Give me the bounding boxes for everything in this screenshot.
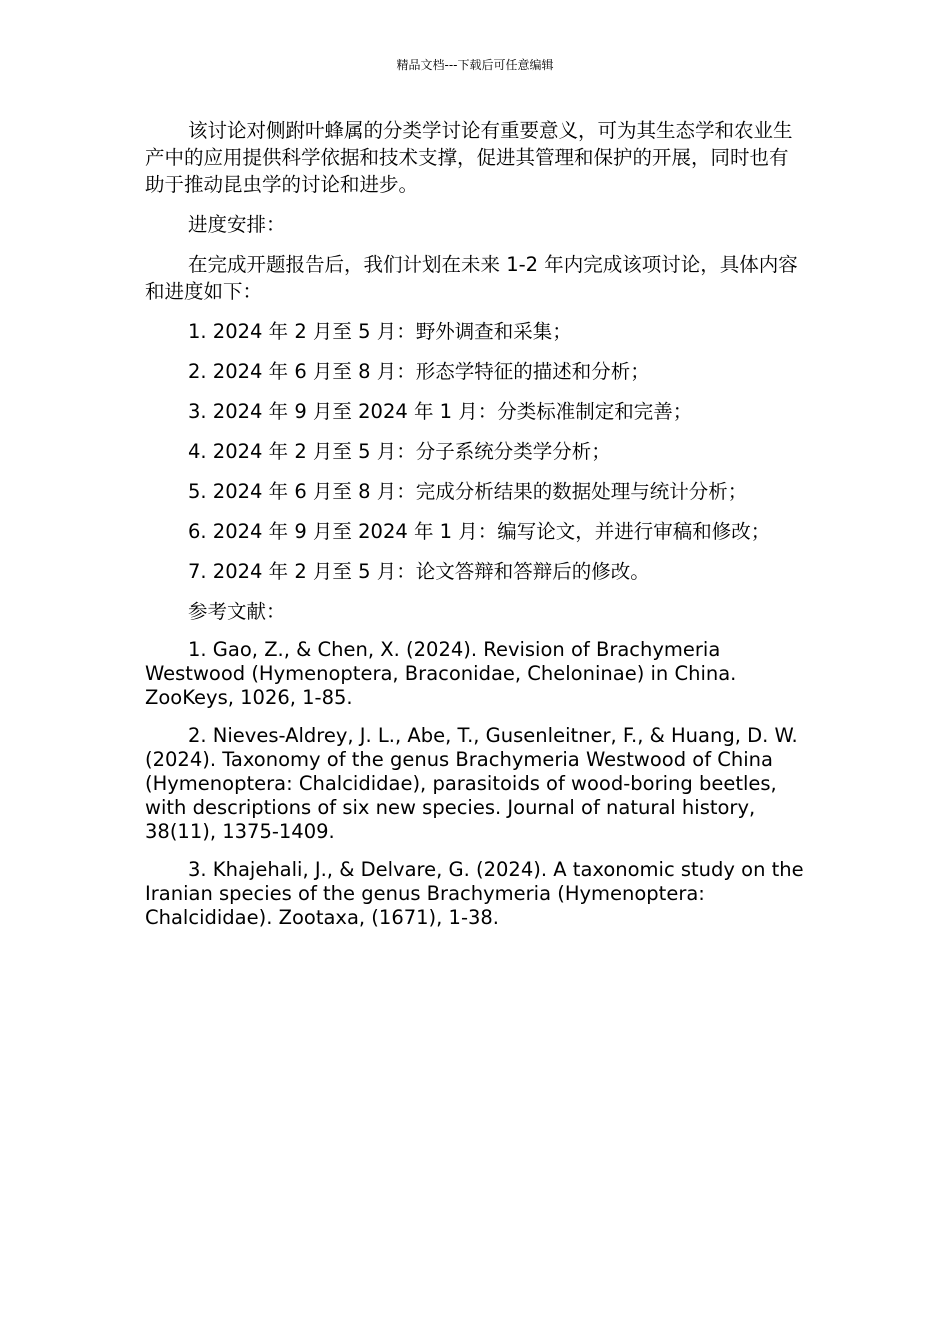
page-header: 精品文档---下载后可任意编辑 xyxy=(396,58,554,72)
schedule-item: 5. 2024 年 6 月至 8 月：完成分析结果的数据处理与统计分析； xyxy=(188,480,748,503)
reference-list xyxy=(145,638,807,930)
document-body xyxy=(145,117,807,944)
schedule-item: 7. 2024 年 2 月至 5 月：论文答辩和答辩后的修改。 xyxy=(188,560,650,583)
reference-item: 3. Khajehali, J., & Delvare, G. (2024). A taxonomic study on the Iranian species of the genus Brachymeria (Hymenoptera: Chalcididae). Zootaxa, (1671), 1-38. xyxy=(145,858,804,929)
schedule-list xyxy=(145,318,807,585)
schedule-intro: 在完成开题报告后，我们计划在未来 1-2 年内完成该项讨论，具体内容和进度如下： xyxy=(145,253,798,303)
schedule-item: 6. 2024 年 9 月至 2024 年 1 月：编写论文，并进行审稿和修改； xyxy=(188,520,771,543)
reference-item: 1. Gao, Z., & Chen, X. (2024). Revision of Brachymeria Westwood (Hymenoptera, Braconidae, Cheloninae) in China. ZooKeys, 1026, 1-85. xyxy=(145,638,737,709)
schedule-item: 1. 2024 年 2 月至 5 月：野外调查和采集； xyxy=(188,320,572,343)
schedule-heading: 进度安排： xyxy=(188,213,286,236)
schedule-item: 3. 2024 年 9 月至 2024 年 1 月：分类标准制定和完善； xyxy=(188,400,693,423)
reference-item: 2. Nieves-Aldrey, J. L., Abe, T., Gusenleitner, F., & Huang, D. W. (2024). Taxonomy of the genus Brachymeria Westwood of China (Hymenoptera: Chalcididae), parasitoids of wood-boring beetles, with descriptions of six new species. Journal of natural history, 38(11), 1375-1409. xyxy=(145,724,798,843)
intro-paragraph: 该讨论对侧跗叶蜂属的分类学讨论有重要意义，可为其生态学和农业生产中的应用提供科学依据和技术支撑，促进其管理和保护的开展，同时也有助于推动昆虫学的讨论和进步。 xyxy=(145,119,793,196)
schedule-item: 4. 2024 年 2 月至 5 月：分子系统分类学分析； xyxy=(188,440,611,463)
schedule-item: 2. 2024 年 6 月至 8 月：形态学特征的描述和分析； xyxy=(188,360,650,383)
references-heading: 参考文献： xyxy=(188,600,286,623)
